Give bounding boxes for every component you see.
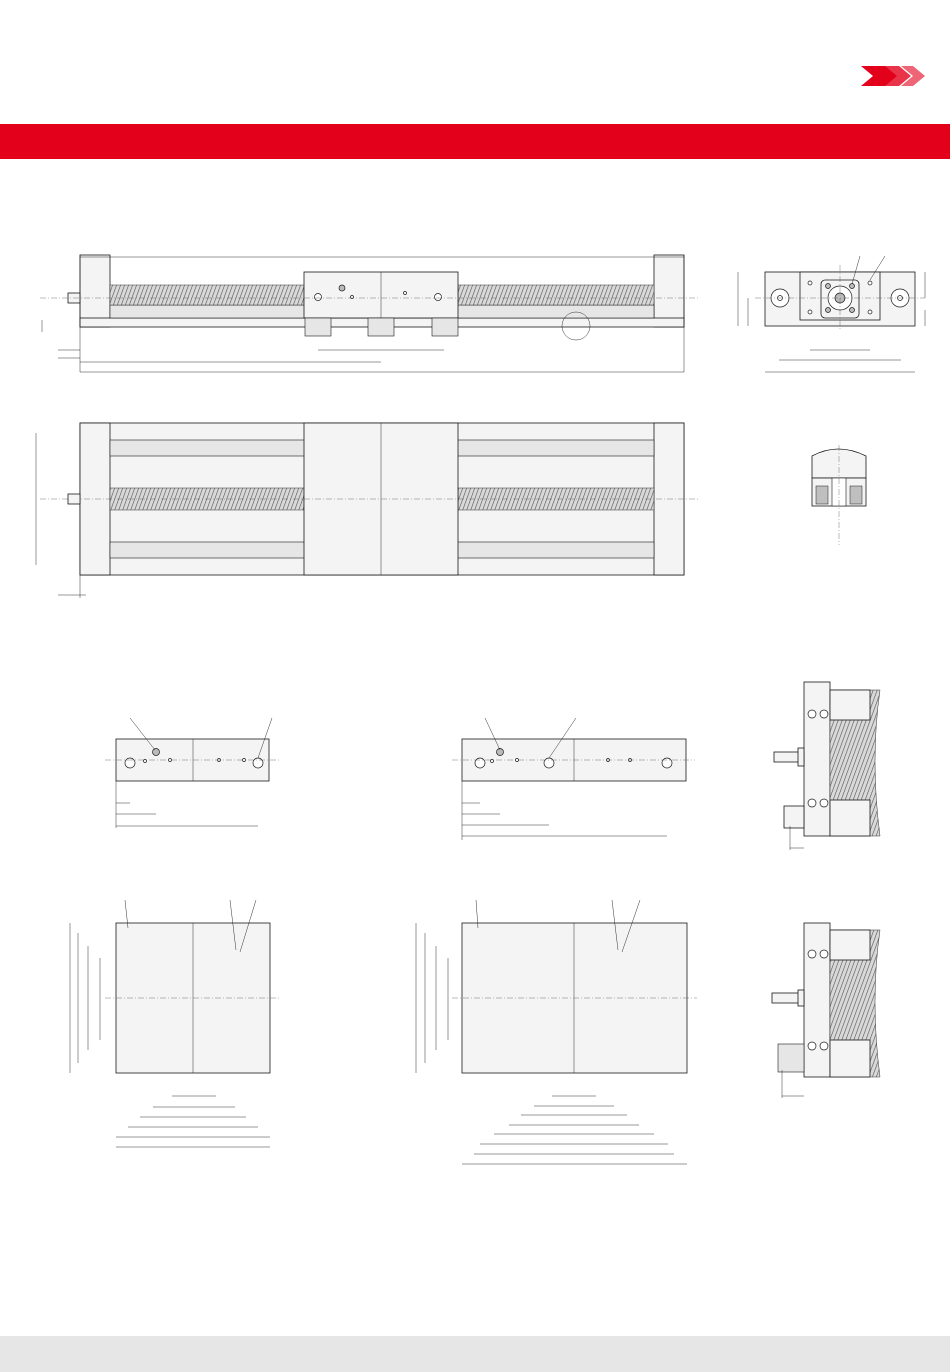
view-x-detail (812, 445, 866, 545)
top-view (36, 423, 700, 598)
long-carriage-side (452, 718, 695, 840)
long-carriage-top (416, 900, 697, 1164)
cable-gland-view (772, 923, 880, 1098)
long-top-vdims (416, 923, 448, 1073)
footer-bar (0, 1336, 950, 1372)
short-carriage-top (70, 900, 280, 1147)
device-plug-view (774, 682, 880, 850)
side-view (40, 255, 700, 372)
short-top-hdims (116, 1096, 270, 1147)
long-top-hdims (462, 1096, 687, 1164)
end-view (738, 256, 925, 372)
short-top-vdims (70, 923, 100, 1073)
short-carriage-side (105, 718, 280, 828)
